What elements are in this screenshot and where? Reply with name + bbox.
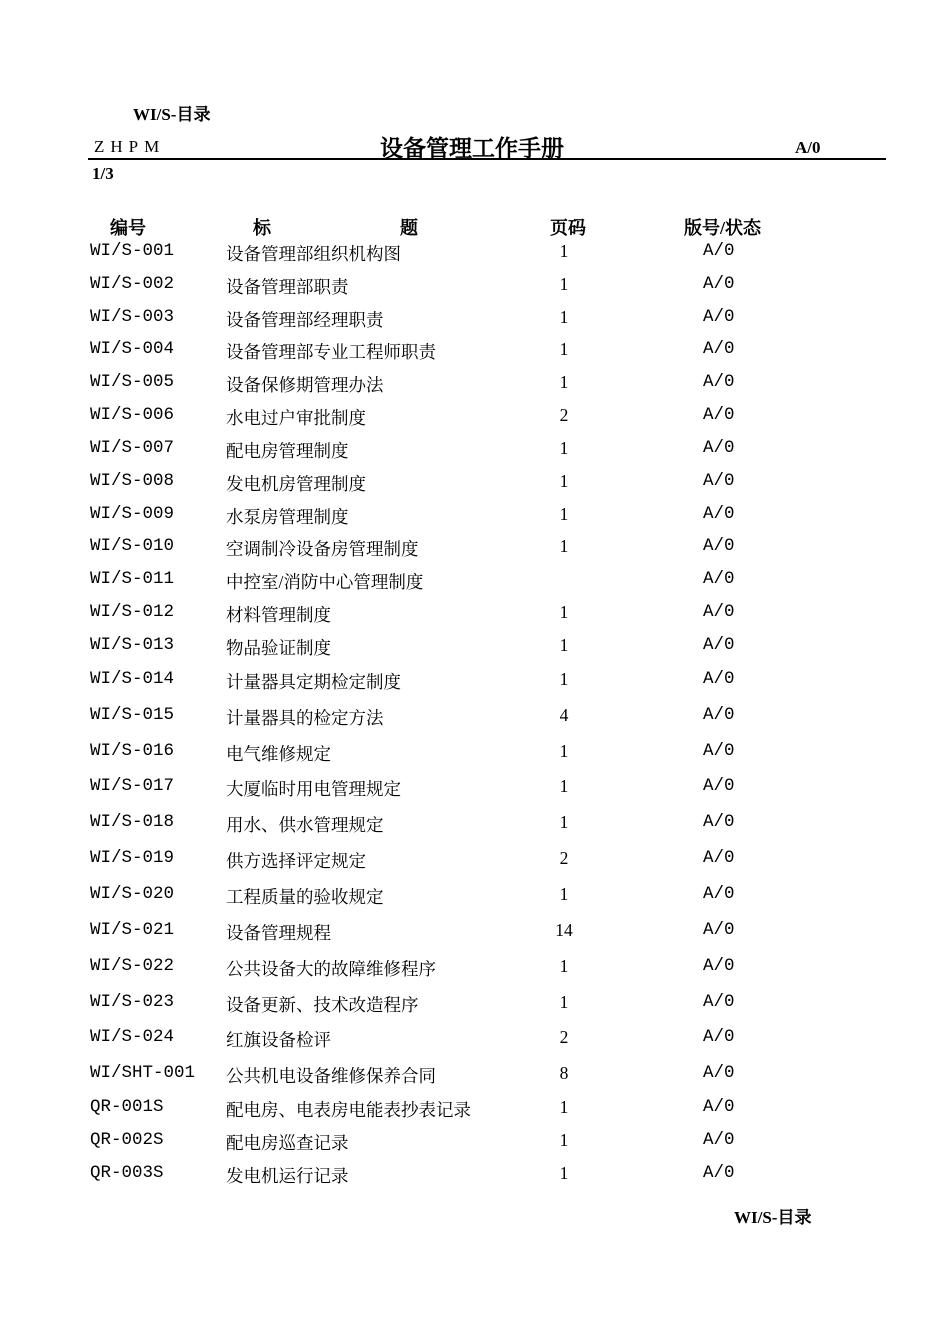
row-page: 1 xyxy=(559,1163,569,1183)
row-page: 1 xyxy=(559,307,569,327)
row-page: 1 xyxy=(559,1130,569,1150)
row-version: A/0 xyxy=(703,635,735,655)
row-title: 用水、供水管理规定 xyxy=(226,815,384,835)
row-number: QR-001S xyxy=(90,1097,164,1117)
row-version: A/0 xyxy=(703,536,735,556)
row-number: WI/S-015 xyxy=(90,705,175,725)
table-row xyxy=(0,405,950,429)
column-header-title xyxy=(253,214,418,240)
table-row xyxy=(0,956,950,980)
row-number: WI/S-016 xyxy=(90,741,175,761)
table-row xyxy=(0,884,950,908)
row-title: 计量器具定期检定制度 xyxy=(226,672,401,692)
row-version: A/0 xyxy=(703,372,735,392)
table-row xyxy=(0,438,950,462)
row-version: A/0 xyxy=(703,776,735,796)
row-version: A/0 xyxy=(703,504,735,524)
table-row xyxy=(0,307,950,331)
row-page: 1 xyxy=(559,956,569,976)
row-version: A/0 xyxy=(703,1163,735,1183)
row-page: 1 xyxy=(559,471,569,491)
row-version: A/0 xyxy=(703,812,735,832)
row-version: A/0 xyxy=(703,741,735,761)
table-row xyxy=(0,776,950,800)
table-row xyxy=(0,1130,950,1154)
row-number: WI/S-017 xyxy=(90,776,175,796)
row-number: WI/S-005 xyxy=(90,372,175,392)
row-number: WI/S-006 xyxy=(90,405,175,425)
row-title: 红旗设备检评 xyxy=(226,1030,331,1050)
row-version: A/0 xyxy=(703,1130,735,1150)
row-version: A/0 xyxy=(703,307,735,327)
document-code-top: WI/S-目录 xyxy=(133,105,211,124)
row-title: 水泵房管理制度 xyxy=(226,507,349,527)
row-page: 1 xyxy=(559,812,569,832)
column-header-number: 编号 xyxy=(110,218,146,238)
row-page: 1 xyxy=(559,992,569,1012)
row-page: 1 xyxy=(559,504,569,524)
row-title: 大厦临时用电管理规定 xyxy=(226,779,401,799)
row-version: A/0 xyxy=(703,705,735,725)
table-row xyxy=(0,920,950,944)
row-title: 发电机房管理制度 xyxy=(226,474,366,494)
document-code-bottom: WI/S-目录 xyxy=(734,1208,812,1227)
row-version: A/0 xyxy=(703,339,735,359)
row-number: WI/S-011 xyxy=(90,569,175,589)
row-number: WI/S-018 xyxy=(90,812,175,832)
table-row xyxy=(0,602,950,626)
row-title: 公共机电设备维修保养合同 xyxy=(226,1066,436,1086)
table-row xyxy=(0,569,950,593)
column-header-title-text: 标 题 xyxy=(253,218,418,238)
row-title: 水电过户审批制度 xyxy=(226,408,366,428)
row-page: 1 xyxy=(559,274,569,294)
table-row xyxy=(0,1097,950,1121)
table-row xyxy=(0,339,950,363)
row-title: 设备管理部职责 xyxy=(226,277,349,297)
table-row xyxy=(0,635,950,659)
table-row xyxy=(0,1063,950,1087)
row-number: WI/S-013 xyxy=(90,635,175,655)
row-title: 设备保修期管理办法 xyxy=(226,375,384,395)
column-header-page: 页码 xyxy=(550,218,586,238)
row-version: A/0 xyxy=(703,1097,735,1117)
table-row xyxy=(0,812,950,836)
row-number: WI/S-014 xyxy=(90,669,175,689)
row-title: 配电房管理制度 xyxy=(226,441,349,461)
row-page: 1 xyxy=(559,241,569,261)
row-version: A/0 xyxy=(703,471,735,491)
row-number: WI/S-020 xyxy=(90,884,175,904)
row-title: 设备管理部专业工程师职责 xyxy=(226,342,436,362)
row-page: 1 xyxy=(559,776,569,796)
table-row xyxy=(0,536,950,560)
table-row xyxy=(0,241,950,265)
row-title: 物品验证制度 xyxy=(226,638,331,658)
row-title: 设备管理规程 xyxy=(226,923,331,943)
row-number: WI/S-019 xyxy=(90,848,175,868)
table-row xyxy=(0,669,950,693)
row-title: 发电机运行记录 xyxy=(226,1166,349,1186)
row-version: A/0 xyxy=(703,405,735,425)
row-number: WI/S-010 xyxy=(90,536,175,556)
page-number: 1/3 xyxy=(92,164,114,183)
row-version: A/0 xyxy=(703,438,735,458)
table-row xyxy=(0,992,950,1016)
row-number: WI/S-021 xyxy=(90,920,175,940)
row-page: 1 xyxy=(559,438,569,458)
row-page: 8 xyxy=(559,1063,569,1083)
row-number: WI/S-009 xyxy=(90,504,175,524)
table-row xyxy=(0,372,950,396)
row-page: 1 xyxy=(559,602,569,622)
row-version: A/0 xyxy=(703,992,735,1012)
header-divider xyxy=(88,158,886,160)
row-version: A/0 xyxy=(703,848,735,868)
row-title: 工程质量的验收规定 xyxy=(226,887,384,907)
column-header-version: 版号/状态 xyxy=(684,218,762,238)
row-number: WI/S-007 xyxy=(90,438,175,458)
table-row xyxy=(0,471,950,495)
row-page: 1 xyxy=(559,884,569,904)
row-version: A/0 xyxy=(703,1063,735,1083)
row-number: QR-003S xyxy=(90,1163,164,1183)
row-number: WI/S-003 xyxy=(90,307,175,327)
row-title: 设备更新、技术改造程序 xyxy=(226,995,419,1015)
row-title: 设备管理部组织机构图 xyxy=(226,244,401,264)
row-title: 空调制冷设备房管理制度 xyxy=(226,539,419,559)
row-number: WI/S-001 xyxy=(90,241,175,261)
row-version: A/0 xyxy=(703,956,735,976)
row-title: 设备管理部经理职责 xyxy=(226,310,384,330)
row-page: 4 xyxy=(559,705,569,725)
row-version: A/0 xyxy=(703,884,735,904)
row-number: WI/S-012 xyxy=(90,602,175,622)
row-version: A/0 xyxy=(703,602,735,622)
row-number: WI/S-008 xyxy=(90,471,175,491)
table-row xyxy=(0,848,950,872)
row-page: 14 xyxy=(555,920,573,940)
row-title: 公共设备大的故障维修程序 xyxy=(226,959,436,979)
table-row xyxy=(0,1027,950,1051)
table-row xyxy=(0,741,950,765)
row-version: A/0 xyxy=(703,241,735,261)
row-title: 供方选择评定规定 xyxy=(226,851,366,871)
table-row xyxy=(0,274,950,298)
row-number: QR-002S xyxy=(90,1130,164,1150)
row-title: 计量器具的检定方法 xyxy=(226,708,384,728)
row-title: 电气维修规定 xyxy=(226,744,331,764)
row-page: 1 xyxy=(559,741,569,761)
row-page: 1 xyxy=(559,1097,569,1117)
row-number: WI/SHT-001 xyxy=(90,1063,196,1083)
row-number: WI/S-023 xyxy=(90,992,175,1012)
row-number: WI/S-024 xyxy=(90,1027,175,1047)
row-title: 材料管理制度 xyxy=(226,605,331,625)
row-number: WI/S-004 xyxy=(90,339,175,359)
row-title: 中控室/消防中心管理制度 xyxy=(226,572,424,592)
organization-code: ZHPM xyxy=(94,137,166,156)
row-page: 2 xyxy=(559,848,569,868)
version-label: A/0 xyxy=(795,138,821,157)
row-page: 2 xyxy=(559,405,569,425)
row-title: 配电房巡查记录 xyxy=(226,1133,349,1153)
row-number: WI/S-022 xyxy=(90,956,175,976)
row-page: 1 xyxy=(559,669,569,689)
row-version: A/0 xyxy=(703,274,735,294)
row-number: WI/S-002 xyxy=(90,274,175,294)
row-version: A/0 xyxy=(703,1027,735,1047)
row-version: A/0 xyxy=(703,920,735,940)
row-page: 2 xyxy=(559,1027,569,1047)
row-version: A/0 xyxy=(703,569,735,589)
row-title: 配电房、电表房电能表抄表记录 xyxy=(226,1100,471,1120)
page-title: 设备管理工作手册 xyxy=(380,136,564,161)
row-version: A/0 xyxy=(703,669,735,689)
row-page: 1 xyxy=(559,536,569,556)
table-row xyxy=(0,705,950,729)
row-page: 1 xyxy=(559,372,569,392)
row-page: 1 xyxy=(559,635,569,655)
table-row xyxy=(0,1163,950,1187)
table-row xyxy=(0,504,950,528)
row-page: 1 xyxy=(559,339,569,359)
